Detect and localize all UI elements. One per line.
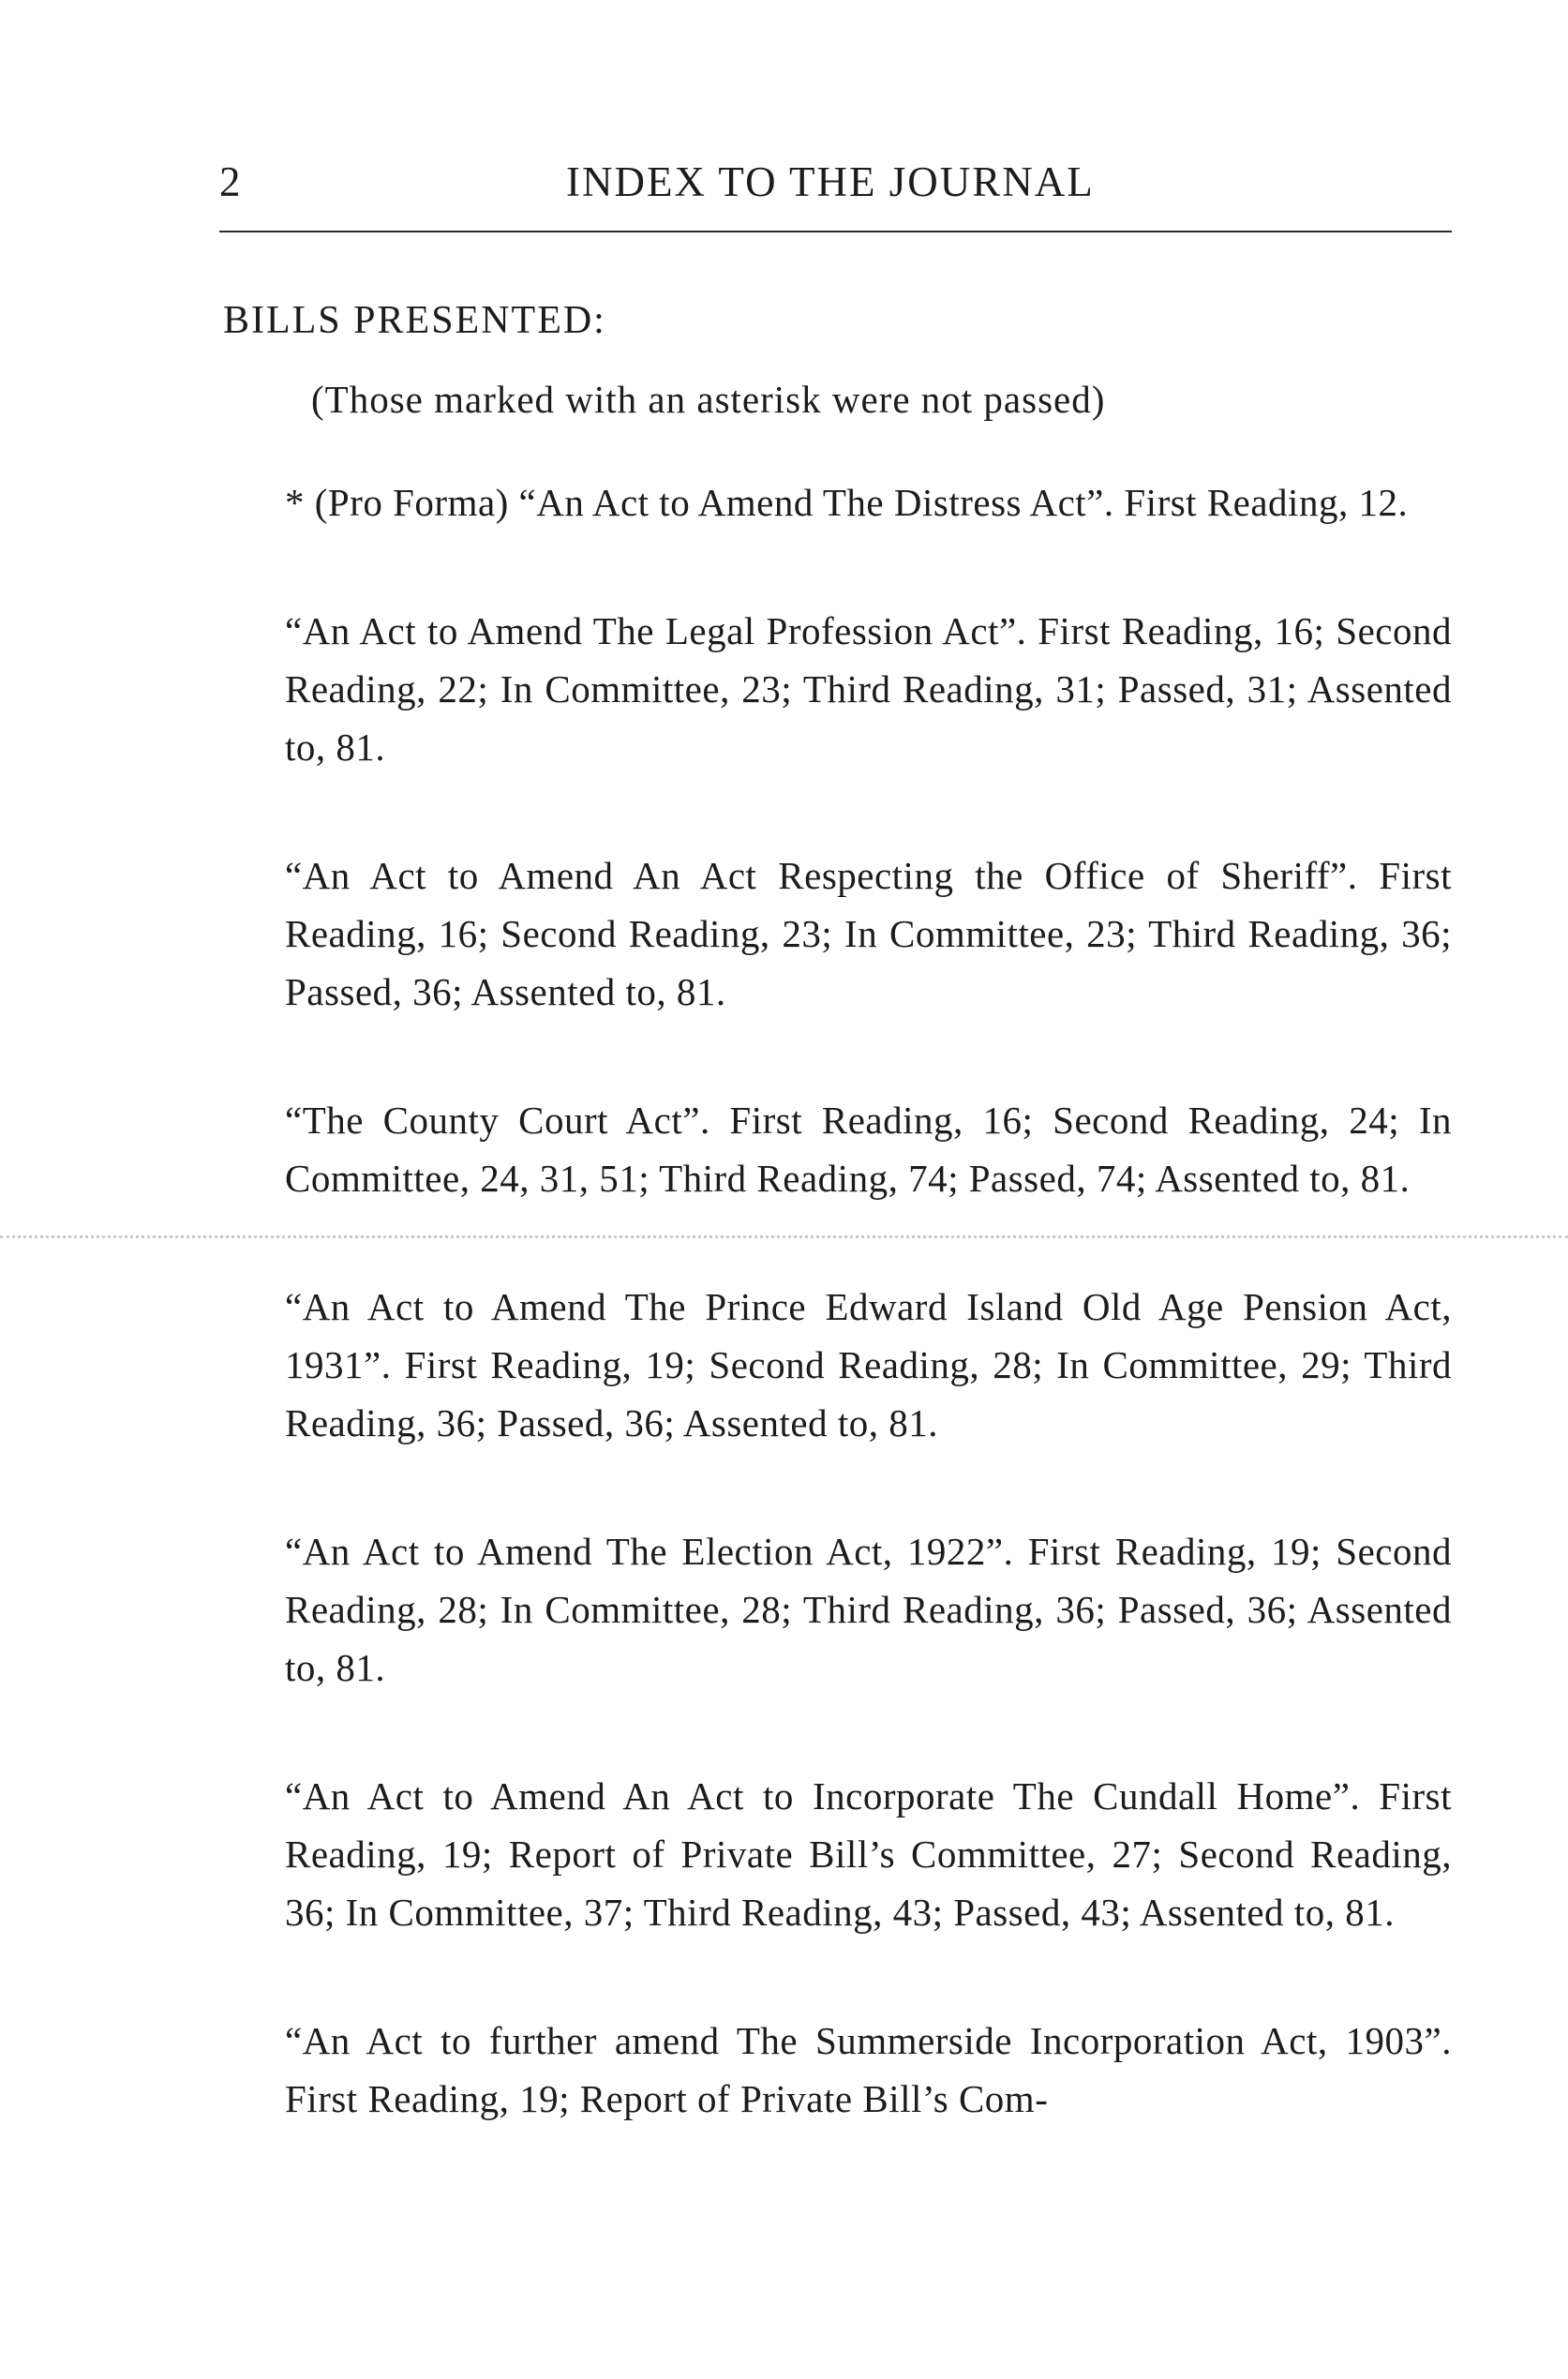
scan-artifact-line <box>0 1235 1568 1238</box>
bill-entries <box>285 473 1452 2128</box>
page-number: 2 <box>219 158 242 205</box>
bill-entry: “An Act to Amend The Election Act, 1922”. First Reading, 19; Second Reading, 28; In Committee, 28; Third Reading, 36; Passed, 36; Assented to, 81. <box>285 1530 1452 1689</box>
page-header <box>219 157 1452 214</box>
bill-entry: “An Act to Amend An Act Respecting the Office of Sheriff”. First Reading, 16; Second Reading, 23; In Committee, 23; Third Reading, 36; Passed, 36; Assented to, 81. <box>285 854 1452 1013</box>
bill-entry: “An Act to Amend An Act to Incorporate The Cundall Home”. First Reading, 19; Report of Private Bill’s Committee, 27; Second Reading, 36; In Committee, 37; Third Reading, 43; Passed, 43; Assented to, 81. <box>285 1774 1452 1934</box>
bill-entry: “An Act to further amend The Summerside Incorporation Act, 1903”. First Reading, 19; Report of Private Bill’s Com- <box>285 2019 1452 2120</box>
section-heading: BILLS PRESENTED: <box>223 299 606 342</box>
section-note: (Those marked with an asterisk were not passed) <box>311 378 1106 421</box>
bill-entry: “An Act to Amend The Prince Edward Island Old Age Pension Act, 1931”. First Reading, 19; Second Reading, 28; In Committee, 29; Third Reading, 36; Passed, 36; Assented to, 81. <box>285 1285 1452 1444</box>
header-rule <box>219 231 1452 232</box>
bill-entry: “An Act to Amend The Legal Profession Act”. First Reading, 16; Second Reading, 22; In Committee, 23; Third Reading, 31; Passed, 31; Assented to, 81. <box>285 609 1452 769</box>
bill-entry: * (Pro Forma) “An Act to Amend The Distress Act”. First Reading, 12. <box>285 481 1409 524</box>
bill-entry: “The County Court Act”. First Reading, 16; Second Reading, 24; In Committee, 24, 31, 51; Third Reading, 74; Passed, 74; Assented to, 81. <box>285 1099 1452 1200</box>
running-head: INDEX TO THE JOURNAL <box>566 158 1095 205</box>
